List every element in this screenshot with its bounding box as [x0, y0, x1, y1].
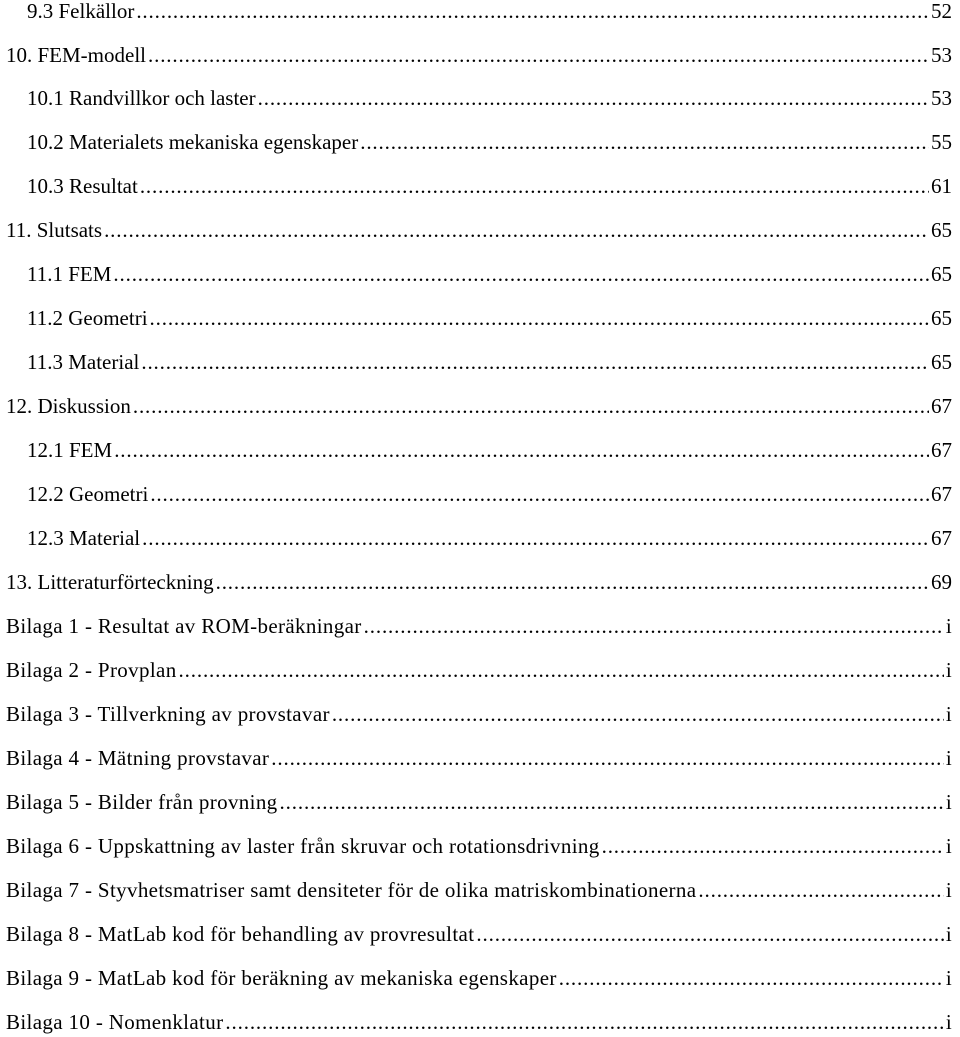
toc-entry-page: 67: [931, 394, 952, 418]
toc-entry-bilaga-4[interactable]: [6, 743, 960, 773]
toc-leader-dots: [179, 655, 944, 685]
toc-entry-10-1[interactable]: [27, 83, 960, 113]
toc-entry-title: Bilaga 9 - MatLab kod för beräkning av mekaniska egenskaper: [6, 966, 557, 990]
toc-entry-10-2[interactable]: [27, 127, 960, 157]
toc-entry-11[interactable]: [6, 215, 960, 245]
toc-entry-12-2[interactable]: [27, 479, 960, 509]
toc-leader-dots: [258, 83, 929, 113]
toc-entry-page: 67: [931, 482, 952, 506]
toc-entry-13[interactable]: [6, 567, 960, 597]
toc-entry-9-3[interactable]: [27, 0, 960, 26]
toc-entry-page: 55: [931, 130, 952, 154]
toc-entry-page: i: [945, 1010, 952, 1034]
toc-entry-page: 65: [931, 218, 952, 242]
toc-leader-dots: [104, 215, 929, 245]
toc-entry-10-3[interactable]: [27, 171, 960, 201]
toc-entry-page: 53: [931, 43, 952, 67]
toc-entry-title: 13. Litteraturförteckning: [6, 570, 214, 594]
toc-leader-dots: [140, 171, 929, 201]
toc-entry-page: i: [945, 702, 952, 726]
toc-leader-dots: [271, 743, 944, 773]
toc-leader-dots: [360, 127, 929, 157]
toc-leader-dots: [698, 875, 943, 905]
toc-entry-page: 65: [931, 262, 952, 286]
toc-leader-dots: [559, 963, 944, 993]
toc-entry-title: 10. FEM-modell: [6, 43, 146, 67]
toc-entry-page: 67: [931, 438, 952, 462]
toc-entry-page: i: [945, 966, 952, 990]
toc-entry-page: 67: [931, 526, 952, 550]
toc-entry-10[interactable]: [6, 40, 960, 70]
toc-entry-title: Bilaga 1 - Resultat av ROM-beräkningar: [6, 614, 362, 638]
toc-entry-bilaga-10[interactable]: [6, 1007, 960, 1037]
toc-entry-11-2[interactable]: [27, 303, 960, 333]
toc-leader-dots: [332, 699, 944, 729]
toc-entry-page: 53: [931, 86, 952, 110]
toc-entry-bilaga-6[interactable]: [6, 831, 960, 861]
toc-entry-title: Bilaga 5 - Bilder från provning: [6, 790, 278, 814]
toc-entry-page: i: [945, 922, 952, 946]
toc-entry-title: 12.1 FEM: [27, 438, 113, 462]
toc-entry-page: i: [945, 614, 952, 638]
toc-entry-title: 11.2 Geometri: [27, 306, 148, 330]
toc-leader-dots: [150, 479, 929, 509]
toc-entry-title: 11.1 FEM: [27, 262, 112, 286]
toc-entry-page: 65: [931, 350, 952, 374]
toc-leader-dots: [364, 611, 944, 641]
toc-entry-11-3[interactable]: [27, 347, 960, 377]
toc-entry-bilaga-2[interactable]: [6, 655, 960, 685]
toc-entry-title: 11.3 Material: [27, 350, 140, 374]
toc-entry-12-3[interactable]: [27, 523, 960, 553]
toc-entry-page: i: [945, 834, 952, 858]
toc-entry-title: Bilaga 4 - Mätning provstavar: [6, 746, 270, 770]
toc-entry-12[interactable]: [6, 391, 960, 421]
toc-entry-page: i: [945, 746, 952, 770]
toc-leader-dots: [602, 831, 944, 861]
toc-entry-title: Bilaga 10 - Nomenklatur: [6, 1010, 224, 1034]
toc-leader-dots: [114, 435, 929, 465]
toc-leader-dots: [141, 347, 929, 377]
toc-entry-page: 52: [931, 0, 952, 23]
toc-entry-page: i: [945, 878, 952, 902]
toc-leader-dots: [280, 787, 944, 817]
toc-entry-bilaga-9[interactable]: [6, 963, 960, 993]
toc-leader-dots: [148, 40, 929, 70]
toc-leader-dots: [216, 567, 929, 597]
toc-leader-dots: [113, 259, 929, 289]
toc-entry-bilaga-5[interactable]: [6, 787, 960, 817]
toc-entry-title: Bilaga 2 - Provplan: [6, 658, 177, 682]
toc-leader-dots: [136, 0, 929, 26]
toc-entry-page: 61: [931, 174, 952, 198]
toc-leader-dots: [476, 919, 943, 949]
toc-entry-title: 11. Slutsats: [6, 218, 103, 242]
toc-entry-bilaga-3[interactable]: [6, 699, 960, 729]
toc-entry-title: 12.2 Geometri: [27, 482, 149, 506]
toc-entry-title: 12. Diskussion: [6, 394, 131, 418]
toc-entry-title: Bilaga 8 - MatLab kod för behandling av provresultat: [6, 922, 475, 946]
toc-entry-title: 10.2 Materialets mekaniska egenskaper: [27, 130, 359, 154]
toc-leader-dots: [225, 1007, 943, 1037]
toc-leader-dots: [133, 391, 929, 421]
toc-entry-bilaga-7[interactable]: [6, 875, 960, 905]
toc-entry-page: i: [945, 658, 952, 682]
toc-entry-page: i: [945, 790, 952, 814]
toc-entry-page: 65: [931, 306, 952, 330]
toc-leader-dots: [142, 523, 929, 553]
toc-entry-11-1[interactable]: [27, 259, 960, 289]
toc-entry-title: 10.1 Randvillkor och laster: [27, 86, 256, 110]
toc-entry-12-1[interactable]: [27, 435, 960, 465]
toc-entry-title: 10.3 Resultat: [27, 174, 138, 198]
toc-entry-bilaga-1[interactable]: [6, 611, 960, 641]
toc-entry-title: Bilaga 3 - Tillverkning av provstavar: [6, 702, 330, 726]
toc-entry-title: Bilaga 7 - Styvhetsmatriser samt densiteter för de olika matriskombinationerna: [6, 878, 697, 902]
toc-leader-dots: [150, 303, 929, 333]
toc-entry-title: 12.3 Material: [27, 526, 141, 550]
toc-entry-page: 69: [931, 570, 952, 594]
toc-entry-bilaga-8[interactable]: [6, 919, 960, 949]
toc-entry-title: Bilaga 6 - Uppskattning av laster från skruvar och rotationsdrivning: [6, 834, 600, 858]
toc-entry-title: 9.3 Felkällor: [27, 0, 135, 23]
